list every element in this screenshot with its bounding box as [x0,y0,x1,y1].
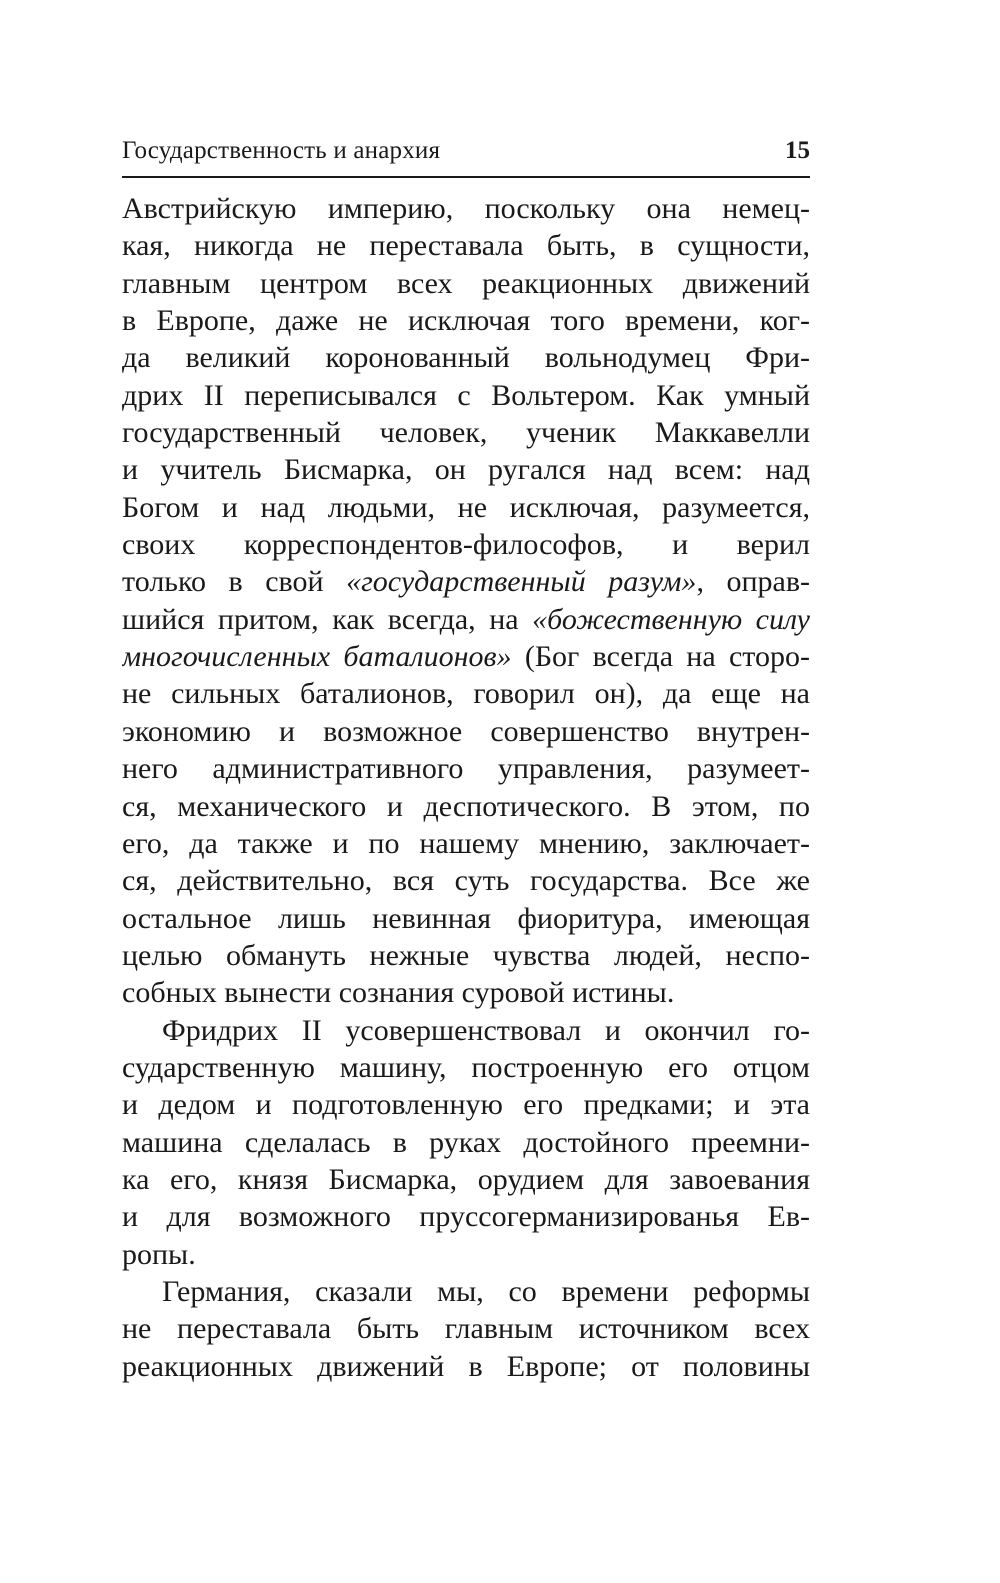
italic-text: «государственный разум» [346,565,697,599]
italic-text: «божественную силу [532,602,810,636]
text-segment: Австрийскую империю, поскольку она немец- [122,192,810,225]
text-segment: и для возможного пруссогерманизированья Ев- [122,1200,810,1234]
text-line [122,638,810,675]
text-line [122,675,810,712]
text-segment: ся, действительно, вся суть государства. Все же [122,864,810,898]
text-line [122,414,810,451]
text-segment: не сильных баталионов, говорил он), да еще на [122,677,810,711]
text-segment: только в свой [122,565,347,599]
text-line [122,302,810,339]
text-line [122,526,810,563]
text-segment: , оправ- [696,565,810,599]
running-title: Государственность и анархия [122,137,441,164]
text-segment: него административного управления, разумеет- [122,752,810,786]
text-line [122,339,810,376]
text-segment: дрих II переписывался с Вольтером. Как умный [122,378,810,412]
text-segment: ся, механического и деспотического. В этом, по [122,789,810,823]
text-line [122,713,810,750]
body-text [122,190,810,1385]
text-segment: своих корреспондентов-философов, и верил [122,528,810,562]
text-line [122,1012,810,1049]
text-segment: шийся притом, как всегда, на [122,602,533,636]
text-line [122,1124,810,1161]
text-line [122,900,810,937]
text-line [122,750,810,787]
text-line [122,1049,810,1086]
text-line [122,788,810,825]
text-segment: кая, никогда не переставала быть, в сущности, [122,229,810,263]
text-line [122,377,810,414]
text-segment: и дедом и подготовленную его предками; и эта [122,1088,810,1122]
text-segment: ка его, князя Бисмарка, орудием для завоевания [122,1162,810,1196]
page-number: 15 [785,137,810,164]
text-segment: государственный человек, ученик Маккавелли [122,416,810,450]
text-segment: собных вынести сознания суровой истины. [122,976,675,1010]
text-line [122,601,810,638]
text-segment: реакционных движений в Европе; от половины [122,1349,810,1383]
italic-text: многочисленных баталионов» [122,640,512,674]
text-segment: в Европе, даже не исключая того времени, ког- [122,304,810,338]
text-line [122,937,810,974]
text-line [122,1086,810,1123]
running-head [122,134,810,168]
text-line [122,1236,810,1273]
text-segment: ропы. [122,1237,196,1271]
text-line [122,563,810,600]
text-line [122,489,810,526]
text-segment: остальное лишь невинная фиоритура, имеющая [122,901,810,935]
text-line [122,1310,810,1347]
text-segment: сударственную машину, построенную его отцом [122,1050,810,1084]
text-segment: его, да также и по нашему мнению, заключает- [122,826,810,860]
text-segment: экономию и возможное совершенство внутрен- [122,714,810,748]
text-segment: да великий коронованный вольнодумец Фри- [122,341,810,375]
text-segment: Фридрих II усовершенствовал и окончил го- [162,1013,810,1047]
text-line [122,1198,810,1235]
text-segment: не переставала быть главным источником всех [122,1312,810,1346]
text-line [122,1161,810,1198]
text-segment: главным центром всех реакционных движений [122,266,810,300]
text-line [122,1273,810,1310]
text-line [122,451,810,488]
text-line [122,227,810,264]
text-line [122,974,810,1011]
text-segment: (Бог всегда на сторо- [511,640,810,674]
text-line [122,825,810,862]
text-segment: Германия, сказали мы, со времени реформы [162,1274,810,1308]
text-segment: целью обмануть нежные чувства людей, неспо- [122,938,810,972]
text-segment: и учитель Бисмарка, он ругался над всем: над [122,453,810,487]
text-line [122,862,810,899]
text-line [122,265,810,302]
text-segment: Богом и над людьми, не исключая, разумеется, [122,490,810,524]
header-rule [122,176,810,178]
text-line [122,1348,810,1385]
text-segment: машина сделалась в руках достойного преемни- [122,1125,810,1159]
text-line [122,190,810,227]
